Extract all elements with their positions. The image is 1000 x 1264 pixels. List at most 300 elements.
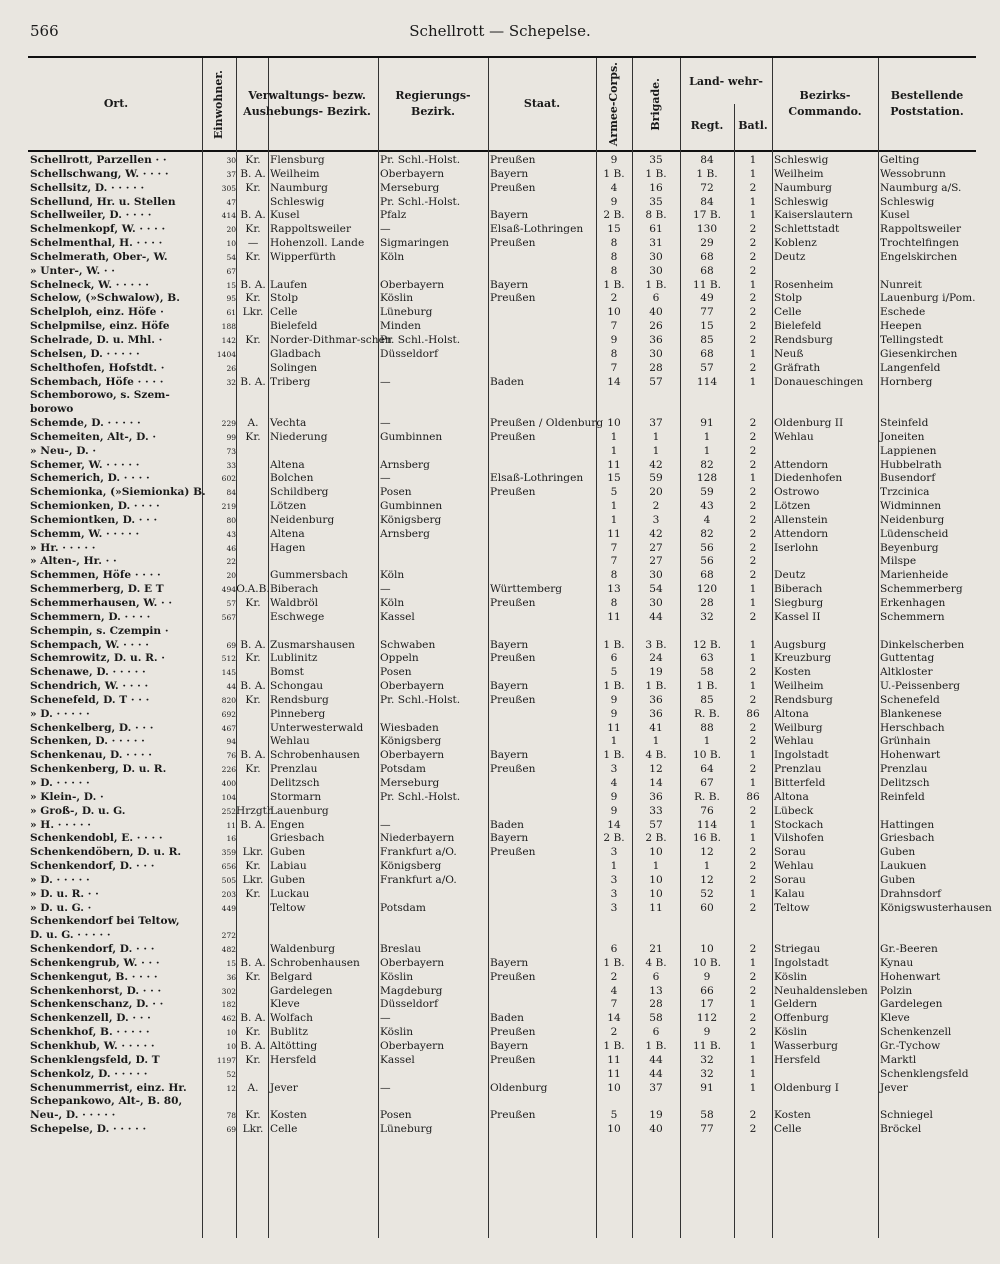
cell-ak: 1 xyxy=(610,513,618,526)
cell-ak: 15 xyxy=(607,223,621,236)
cell-vk: B. A. xyxy=(240,749,266,762)
cell-vk: B. A. xyxy=(240,209,266,222)
cell-br: 44 xyxy=(649,1067,663,1080)
cell-bt: 2 xyxy=(749,320,757,333)
cell-ew: 400 xyxy=(221,778,236,788)
table-row xyxy=(30,279,976,293)
cell-ak: 9 xyxy=(610,790,618,803)
cell-bk: Lötzen xyxy=(774,500,811,513)
table-row xyxy=(30,985,976,999)
cell-ew: 142 xyxy=(221,335,236,345)
cell-bt: 1 xyxy=(749,347,757,360)
table-row xyxy=(30,625,976,639)
cell-ort: Schenkhof, B. · · · · · xyxy=(30,1026,150,1039)
cell-bt: 86 xyxy=(746,707,760,720)
cell-ps: Jever xyxy=(880,1081,908,1094)
cell-ps: Trochtelfingen xyxy=(880,237,959,250)
table-row xyxy=(30,320,976,334)
cell-bt: 2 xyxy=(749,292,757,305)
cell-vk: A. xyxy=(247,1081,259,1094)
cell-ew: 462 xyxy=(221,1014,236,1024)
cell-ps: Prenzlau xyxy=(880,763,928,776)
cell-ort: Schemmerhausen, W. · · xyxy=(30,597,173,609)
cell-ew: 43 xyxy=(226,529,236,539)
table-row xyxy=(30,652,976,666)
cell-va: Lublinitz xyxy=(270,652,318,665)
col-header-regt: Regt. xyxy=(690,119,724,132)
cell-vk: B. A. xyxy=(240,638,266,651)
cell-ew: 15 xyxy=(226,280,236,290)
cell-ak: 15 xyxy=(607,472,621,485)
cell-ew: 1404 xyxy=(216,349,236,359)
cell-ew: 54 xyxy=(226,252,236,262)
cell-vk: Lkr. xyxy=(242,846,264,859)
cell-rg: 88 xyxy=(700,721,714,734)
cell-ps: Joneiten xyxy=(880,430,925,443)
cell-br: 40 xyxy=(649,1123,663,1136)
cell-rg: 59 xyxy=(700,486,714,499)
cell-ew: 52 xyxy=(226,1069,236,1079)
cell-va: Zusmarshausen xyxy=(270,638,355,651)
cell-va: Eschwege xyxy=(270,610,325,623)
cell-rb: Minden xyxy=(380,320,421,333)
cell-ps: Schemmern xyxy=(880,610,945,623)
table-row xyxy=(30,791,976,805)
cell-ak: 4 xyxy=(610,776,618,789)
cell-va: Celle xyxy=(270,1123,298,1136)
cell-rb: Wiesbaden xyxy=(380,721,439,734)
cell-st: Baden xyxy=(490,375,524,388)
cell-rg: 10 B. xyxy=(693,749,721,762)
cell-rb: Frankfurt a/O. xyxy=(380,873,457,886)
cell-bk: Kosten xyxy=(774,1109,811,1122)
cell-ew: 33 xyxy=(226,460,236,470)
cell-ew: 36 xyxy=(226,972,236,982)
cell-vk: Kr. xyxy=(245,154,261,166)
cell-va: Bublitz xyxy=(270,1026,309,1039)
table-row xyxy=(30,237,976,251)
cell-bk: Oldenburg I xyxy=(774,1081,839,1094)
cell-bk: Sorau xyxy=(774,873,806,886)
cell-va: Waldenburg xyxy=(270,943,335,956)
cell-bt: 1 xyxy=(749,1067,757,1080)
cell-rg: 10 B. xyxy=(693,956,721,969)
cell-ak: 7 xyxy=(610,320,618,333)
cell-ps: Schleswig xyxy=(880,195,935,208)
cell-va: Delitzsch xyxy=(270,776,320,789)
cell-rb: Düsseldorf xyxy=(380,347,438,360)
cell-rg: 12 xyxy=(700,873,714,886)
cell-rb: Kassel xyxy=(380,1053,415,1066)
cell-va: Schildberg xyxy=(270,486,329,499)
cell-va: Kleve xyxy=(270,998,300,1011)
table-row xyxy=(30,805,976,819)
cell-rg: 10 xyxy=(700,943,714,956)
cell-rb: Oberbayern xyxy=(380,956,445,969)
cell-rb: Köln xyxy=(380,597,405,609)
cell-st: Preußen xyxy=(490,154,536,166)
cell-ew: 22 xyxy=(226,557,236,567)
cell-rb: Niederbayern xyxy=(380,832,455,845)
cell-ort: Schemionken, D. · · · · xyxy=(30,500,160,513)
cell-ort: Schenkengrub, W. · · · xyxy=(30,956,160,969)
cell-bk: Weilheim xyxy=(774,167,824,180)
cell-rg: 9 xyxy=(703,970,711,983)
cell-rb: Düsseldorf xyxy=(380,998,438,1011)
cell-bk: Deutz xyxy=(774,250,806,263)
cell-va: Schleswig xyxy=(270,195,325,208)
cell-ps: Beyenburg xyxy=(880,541,939,554)
table-row xyxy=(30,472,976,486)
cell-ort: Schemrowitz, D. u. R. · xyxy=(30,652,165,665)
table-row xyxy=(30,182,976,196)
table-row xyxy=(30,611,976,625)
cell-rg: 63 xyxy=(700,652,714,665)
cell-ew: 145 xyxy=(221,668,236,678)
cell-bk: Vilshofen xyxy=(774,832,824,845)
cell-va: Norder-Dithmar-schen xyxy=(270,333,392,346)
cell-bk: Prenzlau xyxy=(774,763,822,776)
cell-ort: Schemmern, D. · · · · xyxy=(30,610,151,623)
col-header-poststation: Bestellende Poststation. xyxy=(890,89,964,118)
table-row xyxy=(30,957,976,971)
cell-ort: Schenkelberg, D. · · · xyxy=(30,721,154,734)
cell-ort: Schendrich, W. · · · · xyxy=(30,680,149,693)
cell-rb: Pr. Schl.-Holst. xyxy=(380,790,461,803)
cell-br: 19 xyxy=(649,1109,663,1122)
cell-ew: 272 xyxy=(221,931,236,941)
cell-bk: Geldern xyxy=(774,998,818,1011)
cell-ak: 8 xyxy=(610,597,618,609)
cell-ort: Schenkenberg, D. u. R. xyxy=(30,763,167,776)
cell-rg: R. B. xyxy=(694,790,720,803)
cell-ak: 1 xyxy=(610,860,618,873)
cell-va: Pinneberg xyxy=(270,707,326,720)
cell-rg: 16 B. xyxy=(693,832,721,845)
cell-rg: 1 B. xyxy=(696,680,718,693)
table-row xyxy=(30,971,976,985)
cell-bt: 86 xyxy=(746,790,760,803)
cell-bk: Ingolstadt xyxy=(774,749,829,762)
cell-ort: Schenkenhorst, D. · · · xyxy=(30,984,162,997)
cell-vk: A. xyxy=(247,417,259,430)
cell-br: 26 xyxy=(649,320,663,333)
cell-ps: Steinfeld xyxy=(880,417,929,430)
cell-bt: 1 xyxy=(749,167,757,180)
cell-ps: Lappienen xyxy=(880,444,937,457)
cell-va: Luckau xyxy=(270,887,310,900)
cell-ak: 7 xyxy=(610,541,618,554)
cell-ew: 26 xyxy=(226,363,236,373)
cell-ort: Schenkengut, B. · · · · xyxy=(30,970,158,983)
cell-va: Kusel xyxy=(270,209,300,222)
cell-ort: Schepelse, D. · · · · · xyxy=(30,1123,147,1136)
cell-ort: D. u. G. · · · · · xyxy=(30,929,111,942)
cell-rg: 68 xyxy=(700,250,714,263)
cell-ort: Schellrott, Parzellen · · xyxy=(30,154,167,166)
cell-rg: 68 xyxy=(700,569,714,582)
cell-rb: Frankfurt a/O. xyxy=(380,846,457,859)
cell-st: Bayern xyxy=(490,167,529,180)
cell-ps: Giesenkirchen xyxy=(880,347,958,360)
table-row xyxy=(30,597,976,611)
cell-st: Preußen xyxy=(490,1026,536,1039)
cell-rg: 1 xyxy=(703,430,711,443)
cell-bt: 1 xyxy=(749,1053,757,1066)
cell-bk: Bitterfeld xyxy=(774,776,826,789)
cell-bt: 2 xyxy=(749,555,757,568)
cell-bt: 1 xyxy=(749,597,757,609)
cell-rg: 12 B. xyxy=(693,638,721,651)
cell-br: 19 xyxy=(649,666,663,679)
cell-ak: 3 xyxy=(610,901,618,914)
cell-ew: 467 xyxy=(221,723,236,733)
cell-rg: 58 xyxy=(700,666,714,679)
cell-ort: » Unter-, W. · · xyxy=(30,264,115,277)
cell-rg: 57 xyxy=(700,361,714,374)
cell-ak: 3 xyxy=(610,846,618,859)
cell-br: 11 xyxy=(649,901,663,914)
cell-rb: Köln xyxy=(380,569,405,582)
cell-va: Niederung xyxy=(270,430,328,443)
table-row xyxy=(30,486,976,500)
cell-bk: Donaueschingen xyxy=(774,375,864,388)
cell-ew: 20 xyxy=(226,571,236,581)
cell-bt: 1 xyxy=(749,154,757,166)
cell-rg: 112 xyxy=(696,1012,718,1025)
cell-ort: Schemer, W. · · · · · xyxy=(30,458,140,471)
cell-ort: Schenummerrist, einz. Hr. xyxy=(30,1081,187,1094)
cell-ort: Schemmerberg, D. E T xyxy=(30,583,164,596)
cell-vk: Kr. xyxy=(245,860,261,873)
cell-bk: Wehlau xyxy=(774,430,814,443)
cell-bt: 2 xyxy=(749,901,757,914)
table-row xyxy=(30,209,976,223)
cell-ort: Schenawe, D. · · · · · xyxy=(30,666,146,679)
cell-br: 3 xyxy=(652,513,660,526)
table-row xyxy=(30,445,976,459)
cell-ew: 12 xyxy=(226,1083,236,1093)
cell-br: 1 B. xyxy=(645,278,667,291)
cell-rb: Oberbayern xyxy=(380,167,445,180)
cell-bk: Bielefeld xyxy=(774,320,822,333)
cell-br: 1 xyxy=(652,735,660,748)
cell-br: 6 xyxy=(652,970,660,983)
cell-br: 8 B. xyxy=(645,209,667,222)
cell-bk: Rendsburg xyxy=(774,333,833,346)
table-row xyxy=(30,528,976,542)
cell-br: 2 xyxy=(652,500,660,513)
cell-ak: 3 xyxy=(610,887,618,900)
table-row xyxy=(30,403,976,417)
cell-st: Preußen xyxy=(490,763,536,776)
cell-st: Bayern xyxy=(490,749,529,762)
cell-ort: Schenkenau, D. · · · · xyxy=(30,749,152,762)
cell-bt: 1 xyxy=(749,832,757,845)
cell-va: Guben xyxy=(270,873,306,886)
cell-rg: 11 B. xyxy=(693,278,721,291)
table-row xyxy=(30,265,976,279)
cell-bk: Deutz xyxy=(774,569,806,582)
cell-ew: 32 xyxy=(226,377,236,387)
cell-ak: 5 xyxy=(610,486,618,499)
cell-ew: 1197 xyxy=(216,1055,236,1065)
cell-br: 27 xyxy=(649,555,663,568)
cell-ak: 2 B. xyxy=(603,209,625,222)
cell-ort: Schellschwang, W. · · · · xyxy=(30,167,169,180)
cell-va: Rendsburg xyxy=(270,693,329,706)
cell-bt: 2 xyxy=(749,735,757,748)
cell-bt: 2 xyxy=(749,984,757,997)
cell-va: Hagen xyxy=(270,541,306,554)
cell-ort: Schenken, D. · · · · · xyxy=(30,735,145,748)
cell-ak: 9 xyxy=(610,333,618,346)
cell-ps: Marienheide xyxy=(880,569,949,582)
cell-ak: 10 xyxy=(607,306,621,319)
cell-ak: 11 xyxy=(607,1053,621,1066)
cell-st: Bayern xyxy=(490,638,529,651)
cell-bk: Augsburg xyxy=(774,638,827,651)
cell-ps: Erkenhagen xyxy=(880,597,946,609)
cell-ew: 229 xyxy=(221,419,236,429)
cell-st: Preußen xyxy=(490,846,536,859)
cell-rb: Oberbayern xyxy=(380,1040,445,1052)
cell-rg: 77 xyxy=(700,1123,714,1136)
cell-ew: 10 xyxy=(226,1028,236,1038)
cell-va: Prenzlau xyxy=(270,763,318,776)
table-row xyxy=(30,694,976,708)
cell-bt: 1 xyxy=(749,1040,757,1052)
cell-rb: — xyxy=(380,1081,391,1094)
cell-va: Bolchen xyxy=(270,472,314,485)
cell-ps: Schemmerberg xyxy=(880,583,963,596)
cell-bk: Naumburg xyxy=(774,181,832,194)
table-row xyxy=(30,819,976,833)
cell-ps: Eschede xyxy=(880,306,926,319)
cell-bt: 2 xyxy=(749,721,757,734)
cell-bk: Offenburg xyxy=(774,1012,829,1025)
cell-rg: 64 xyxy=(700,763,714,776)
table-row xyxy=(30,708,976,722)
cell-ew: 46 xyxy=(226,543,236,553)
cell-va: Hohenzoll. Lande xyxy=(270,237,365,250)
cell-br: 4 B. xyxy=(645,956,667,969)
cell-ak: 10 xyxy=(607,417,621,430)
cell-vk: B. A. xyxy=(240,278,266,291)
cell-bt: 2 xyxy=(749,763,757,776)
cell-ak: 2 xyxy=(610,292,618,305)
cell-ak: 1 B. xyxy=(603,278,625,291)
cell-ps: Nunreit xyxy=(880,278,922,291)
table-row xyxy=(30,722,976,736)
cell-bk: Schleswig xyxy=(774,195,829,208)
cell-rg: 114 xyxy=(696,818,718,831)
cell-va: Lauenburg xyxy=(270,804,329,817)
col-header-brigade-label: Brigade. xyxy=(649,77,662,131)
cell-ew: 305 xyxy=(221,183,236,193)
cell-ew: 512 xyxy=(221,654,236,664)
cell-ew: 94 xyxy=(226,737,236,747)
cell-bt: 2 xyxy=(749,181,757,194)
cell-ort: Schenklengsfeld, D. T xyxy=(30,1053,160,1066)
cell-bt: 1 xyxy=(749,956,757,969)
cell-bt: 1 xyxy=(749,195,757,208)
cell-rb: Posen xyxy=(380,666,412,679)
cell-bt: 2 xyxy=(749,873,757,886)
cell-ak: 8 xyxy=(610,347,618,360)
cell-bt: 1 xyxy=(749,638,757,651)
col-header-bezirkskommando: Bezirks- Commando. xyxy=(788,89,862,118)
cell-ak: 13 xyxy=(607,583,621,596)
cell-st: Bayern xyxy=(490,1040,529,1052)
cell-ort: » Groß-, D. u. G. xyxy=(30,804,126,817)
cell-va: Waldbröl xyxy=(270,597,319,609)
cell-bt: 1 xyxy=(749,749,757,762)
cell-br: 61 xyxy=(649,223,663,236)
cell-rb: Breslau xyxy=(380,943,422,956)
cell-ak: 10 xyxy=(607,1123,621,1136)
cell-ak: 3 xyxy=(610,873,618,886)
cell-bt: 2 xyxy=(749,569,757,582)
table-row xyxy=(30,1054,976,1068)
cell-ew: 84 xyxy=(226,488,236,498)
cell-ort: Schepankowo, Alt-, B. 80, xyxy=(30,1095,183,1108)
cell-ak: 2 B. xyxy=(603,832,625,845)
cell-ak: 3 xyxy=(610,763,618,776)
cell-br: 24 xyxy=(649,652,663,665)
cell-ps: Laukuen xyxy=(880,860,927,873)
cell-ak: 8 xyxy=(610,264,618,277)
cell-ak: 5 xyxy=(610,1109,618,1122)
cell-ort: » Hr. · · · · · xyxy=(30,541,96,554)
cell-rb: Oberbayern xyxy=(380,749,445,762)
cell-ort: Schembach, Höfe · · · · xyxy=(30,375,164,388)
cell-rg: 32 xyxy=(700,1067,714,1080)
cell-st: Preußen xyxy=(490,652,536,665)
table-row xyxy=(30,459,976,473)
cell-ew: 15 xyxy=(226,958,236,968)
cell-br: 21 xyxy=(649,943,663,956)
cell-br: 30 xyxy=(649,264,663,277)
cell-ak: 7 xyxy=(610,361,618,374)
cell-ew: 359 xyxy=(221,848,236,858)
cell-br: 35 xyxy=(649,154,663,166)
cell-rb: — xyxy=(380,375,391,388)
cell-bk: Ostrowo xyxy=(774,486,820,499)
cell-bt: 2 xyxy=(749,458,757,471)
cell-va: Biberach xyxy=(270,583,319,596)
cell-ort: Schelpmilse, einz. Höfe xyxy=(30,320,170,333)
cell-br: 59 xyxy=(649,472,663,485)
cell-ort: Schemm, W. · · · · · xyxy=(30,527,140,540)
cell-st: Preußen xyxy=(490,970,536,983)
cell-ak: 9 xyxy=(610,804,618,817)
cell-bt: 2 xyxy=(749,527,757,540)
cell-va: Altena xyxy=(270,458,305,471)
cell-rg: 77 xyxy=(700,306,714,319)
cell-br: 14 xyxy=(649,776,663,789)
cell-bk: Kaiserslautern xyxy=(774,209,853,222)
cell-ew: 567 xyxy=(221,612,236,622)
cell-ew: 692 xyxy=(221,709,236,719)
cell-bt: 2 xyxy=(749,970,757,983)
cell-rg: 9 xyxy=(703,1026,711,1039)
cell-bt: 1 xyxy=(749,1081,757,1094)
cell-bk: Biberach xyxy=(774,583,823,596)
cell-rb: Potsdam xyxy=(380,763,426,776)
cell-ps: Guttentag xyxy=(880,652,935,665)
cell-st: Bayern xyxy=(490,209,529,222)
